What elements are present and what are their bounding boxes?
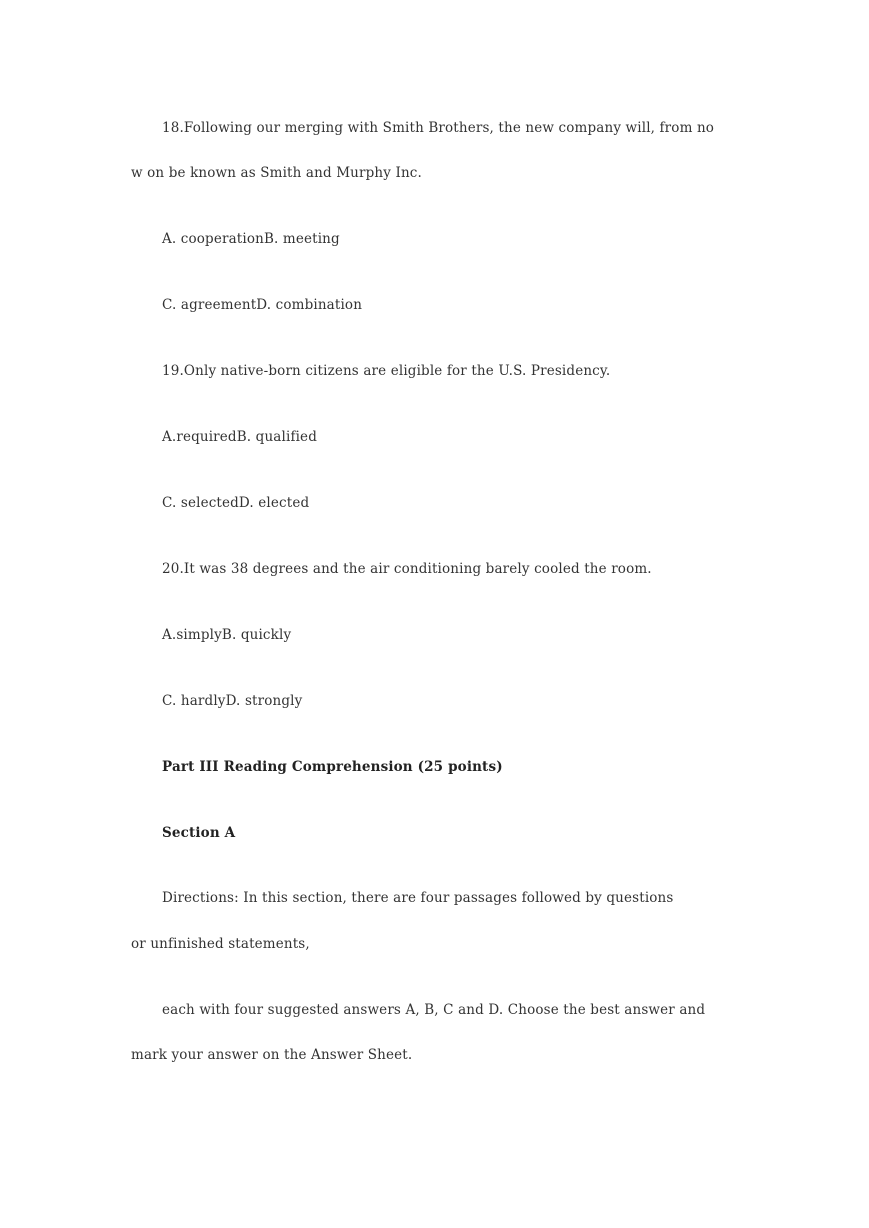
- directions-line3: each with four suggested answers A, B, C and D. Choose the best answer and: [162, 1002, 706, 1018]
- question-18-options-cd: C. agreementD. combination: [162, 297, 363, 313]
- question-18-options-ab: A. cooperationB. meeting: [162, 231, 340, 247]
- directions-line2: or unfinished statements,: [131, 936, 310, 952]
- question-18-stem-line1: [162, 119, 772, 137]
- question-18-number: 18.: [162, 120, 184, 136]
- question-20-text: It was 38 degrees and the air conditioning barely cooled the room.: [183, 561, 652, 577]
- question-20-stem: [162, 560, 772, 578]
- directions-line1: Directions: In this section, there are four passages followed by questions: [162, 890, 674, 906]
- section-heading: Section A: [162, 825, 236, 841]
- question-18-stem-line2: w on be known as Smith and Murphy Inc.: [131, 165, 422, 181]
- question-19-number: 19.: [162, 363, 184, 379]
- question-19-options-cd: C. selectedD. elected: [162, 495, 310, 511]
- question-19-text: Only native-born citizens are eligible for the U.S. Presidency.: [183, 363, 611, 379]
- question-20-options-cd: C. hardlyD. strongly: [162, 693, 303, 709]
- question-20-options-ab: A.simplyB. quickly: [162, 627, 292, 643]
- question-19-options-ab: A.requiredB. qualified: [162, 429, 317, 445]
- question-18-text: Following our merging with Smith Brothers, the new company will, from no: [183, 120, 715, 136]
- question-20-number: 20.: [162, 561, 184, 577]
- question-19-stem: [162, 362, 772, 380]
- directions-line4: mark your answer on the Answer Sheet.: [131, 1047, 413, 1063]
- part-heading: Part III Reading Comprehension (25 points): [162, 759, 503, 775]
